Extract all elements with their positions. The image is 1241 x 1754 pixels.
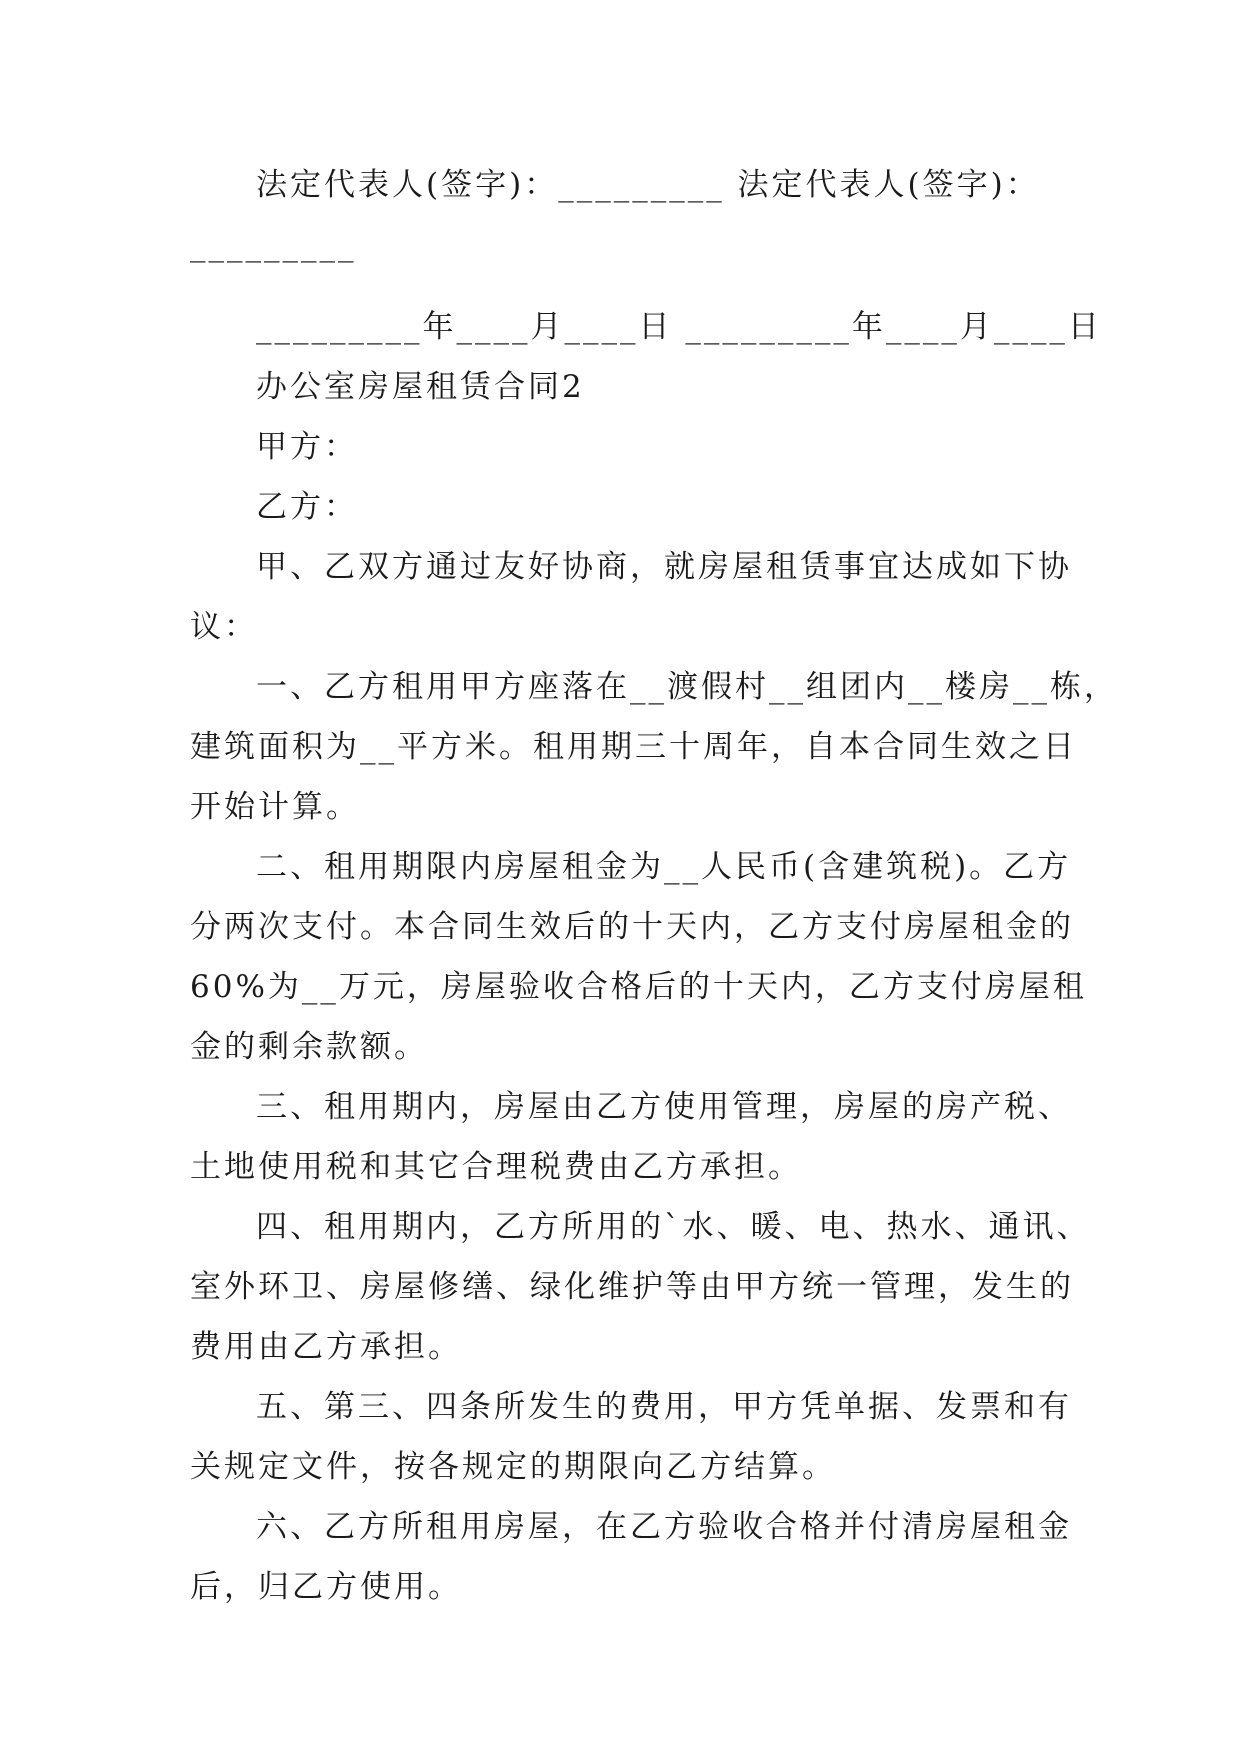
clause-2-line: 分两次支付。本合同生效后的十天内，乙方支付房屋租金的	[190, 909, 1074, 945]
intro-line: 甲、乙双方通过友好协商，就房屋租赁事宜达成如下协	[256, 549, 1072, 585]
date-line: _________年____月____日 _________年____月____日	[256, 309, 1102, 345]
clause-1-line: 建筑面积为__平方米。租用期三十周年，自本合同生效之日	[190, 729, 1077, 765]
clause-2-line: 二、租用期限内房屋租金为__人民币(含建筑税)。乙方	[256, 849, 1072, 885]
clause-4-line: 室外环卫、房屋修缮、绿化维护等由甲方统一管理，发生的	[190, 1269, 1074, 1305]
party-a-label: 甲方：	[256, 429, 358, 465]
signature-line: 法定代表人(签字)：_________ 法定代表人(签字)：	[256, 167, 1040, 203]
intro-line: 议：	[190, 609, 258, 645]
clause-5-line: 五、第三、四条所发生的费用，甲方凭单据、发票和有	[256, 1389, 1072, 1425]
clause-4-line: 费用由乙方承担。	[190, 1329, 462, 1365]
signature-blank: _________	[190, 227, 357, 263]
clause-4-line: 四、租用期内，乙方所用的`水、暖、电、热水、通讯、	[256, 1209, 1091, 1245]
clause-6-line: 六、乙方所租用房屋，在乙方验收合格并付清房屋租金	[256, 1509, 1072, 1545]
clause-3-line: 三、租用期内，房屋由乙方使用管理，房屋的房产税、	[256, 1089, 1072, 1125]
party-b-label: 乙方：	[256, 489, 358, 525]
clause-1-line: 开始计算。	[190, 789, 360, 825]
clause-3-line: 土地使用税和其它合理税费由乙方承担。	[190, 1149, 802, 1185]
clause-6-line: 后，归乙方使用。	[190, 1569, 462, 1605]
document-body	[190, 155, 1118, 1617]
clause-5-line: 关规定文件，按各规定的期限向乙方结算。	[190, 1449, 836, 1485]
document-title: 办公室房屋租赁合同2	[256, 369, 585, 405]
clause-2-line: 60%为__万元，房屋验收合格后的十天内，乙方支付房屋租	[190, 969, 1087, 1005]
clause-2-line: 金的剩余款额。	[190, 1029, 428, 1065]
clause-1-line: 一、乙方租用甲方座落在__渡假村__组团内__楼房__栋，	[256, 669, 1118, 705]
